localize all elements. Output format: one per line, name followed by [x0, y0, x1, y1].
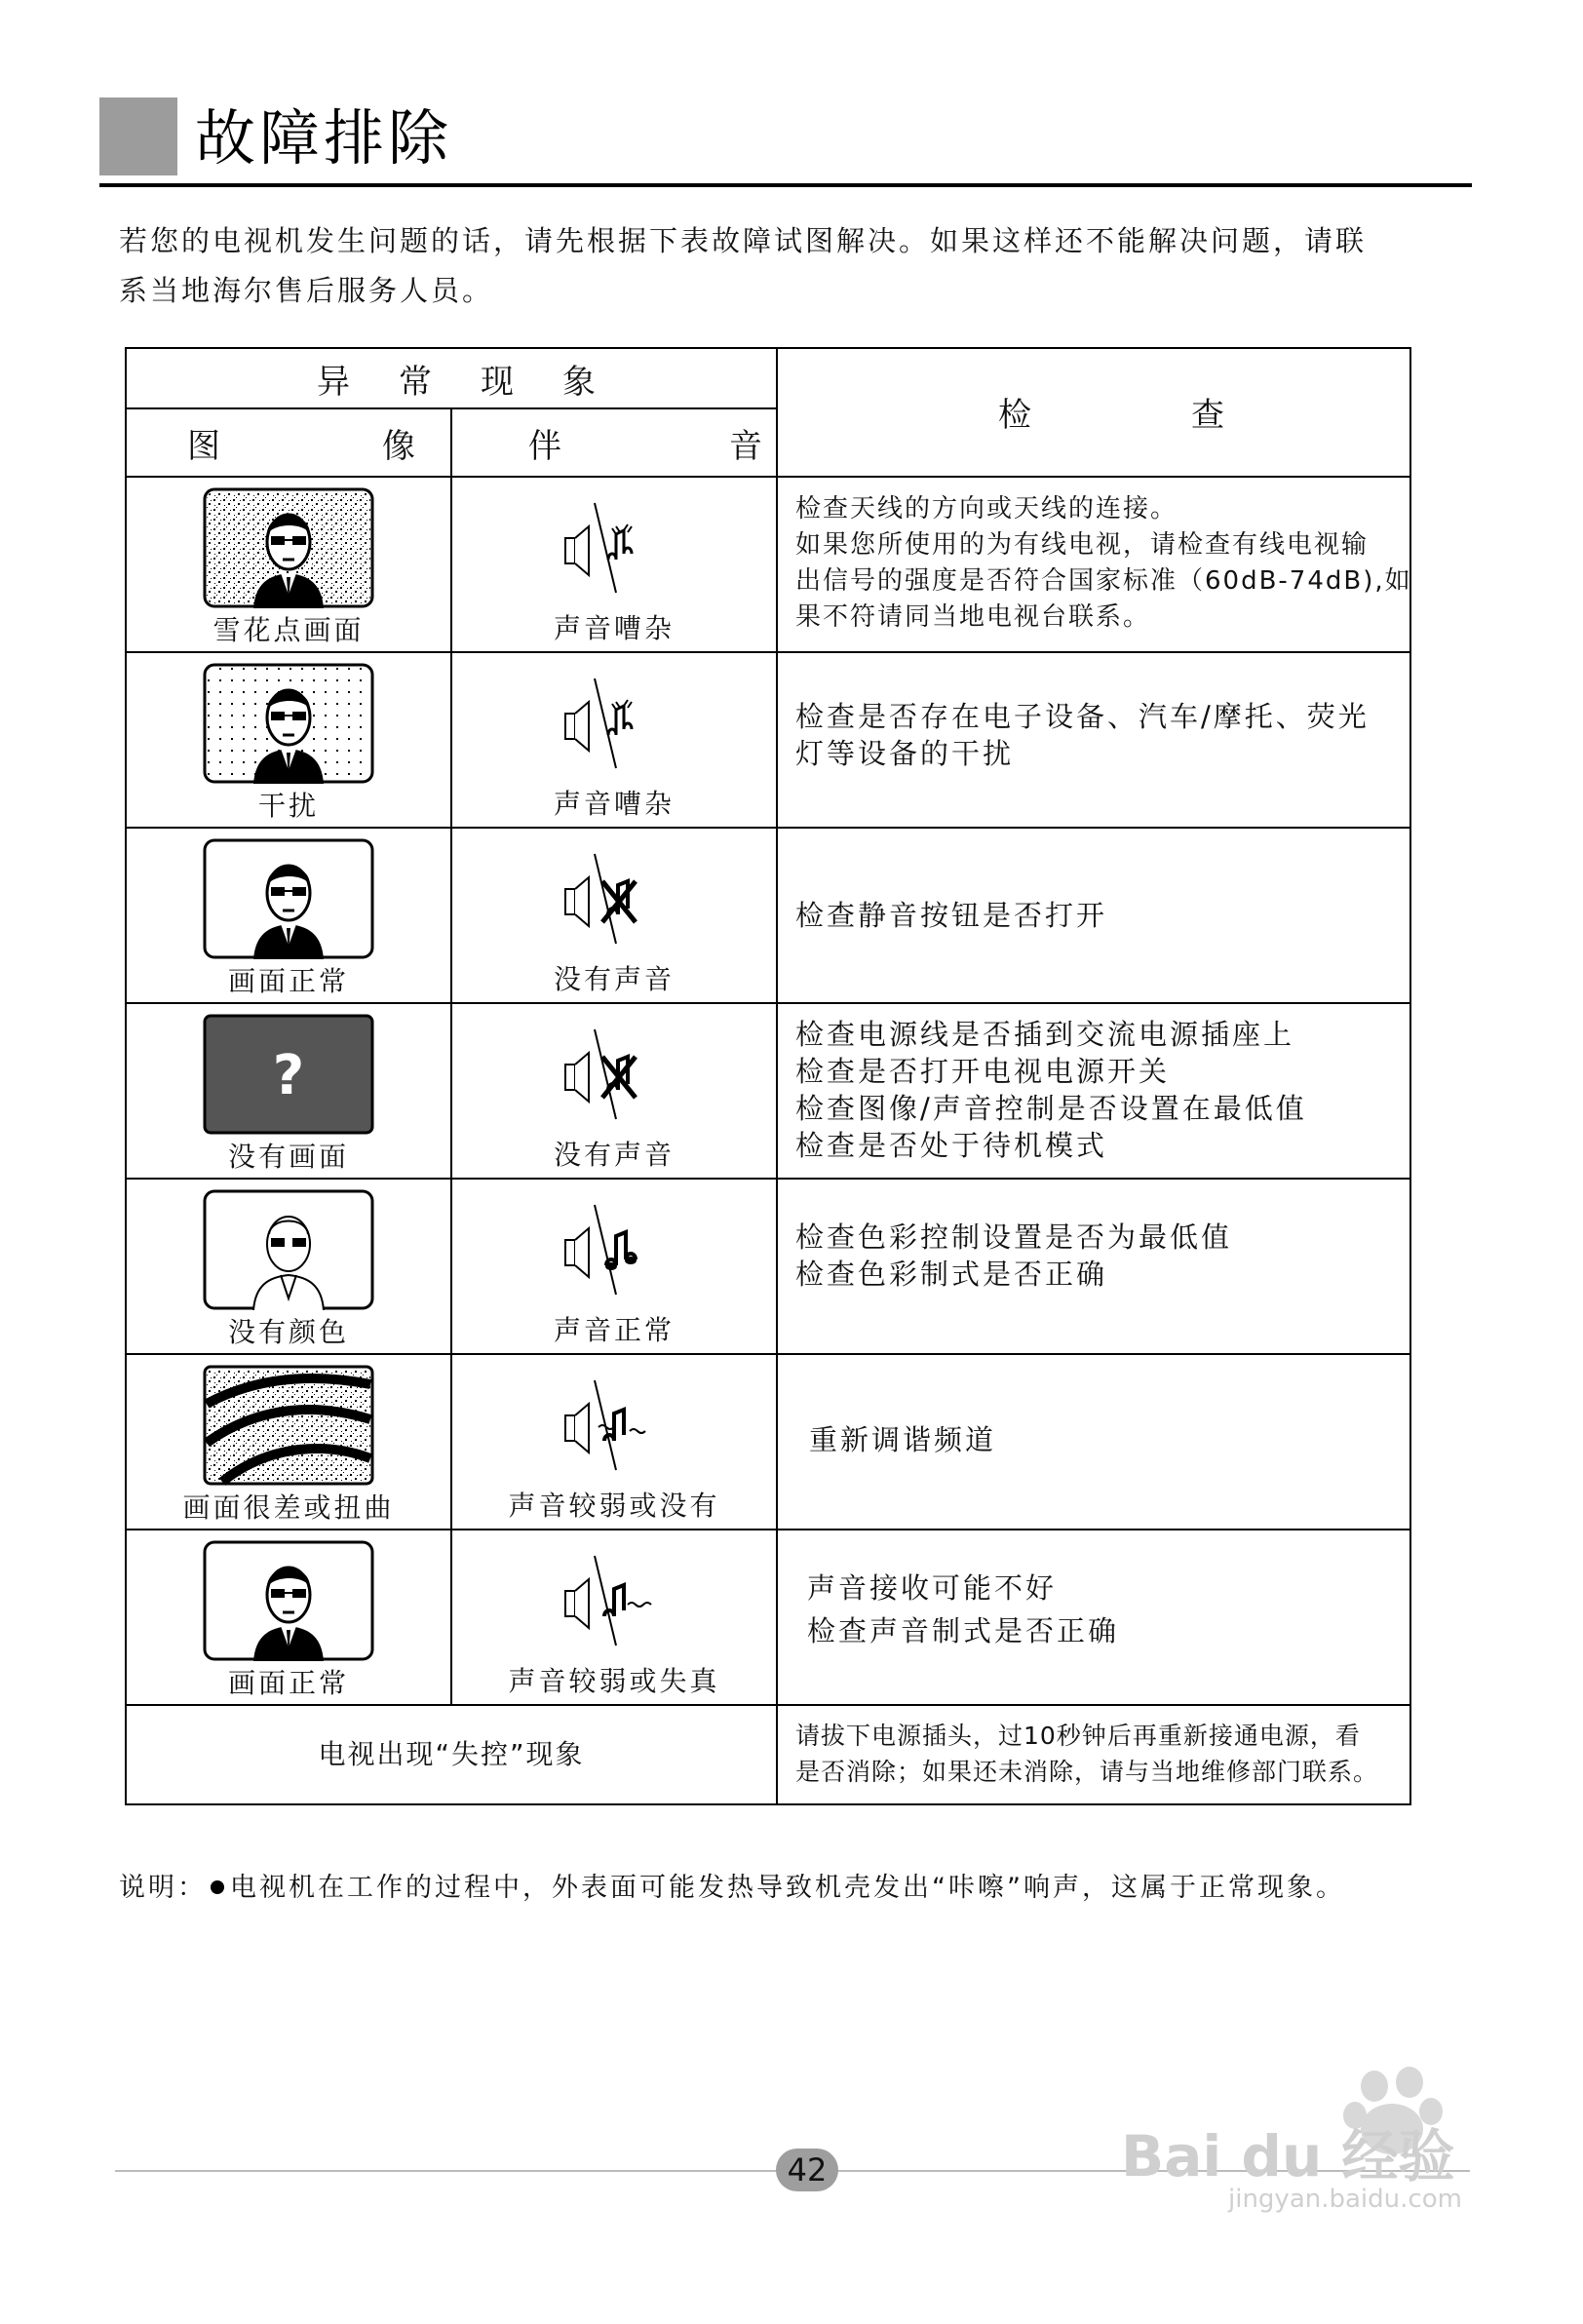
page-title: 故障排除 — [195, 102, 453, 174]
image-label: 画面很差或扭曲 — [182, 1491, 395, 1524]
image-label: 没有颜色 — [227, 1316, 349, 1348]
bullet-icon — [211, 1880, 224, 1894]
intro-text — [119, 216, 1474, 316]
note-text: 电视机在工作的过程中，外表面可能发热导致机壳发出“咔嚓”响声，这属于正常现象。 — [230, 1873, 1345, 1903]
sound-label: 声音较弱或没有 — [508, 1490, 720, 1522]
header-char: 伴 — [528, 426, 561, 466]
header-char: 图 — [187, 426, 220, 466]
tv-no-color-picture-icon — [203, 1189, 374, 1310]
check-line: 检查电源线是否插到交流电源插座上 — [795, 1018, 1295, 1051]
table-row — [126, 1354, 1410, 1530]
speaker-distorted-icon — [556, 1544, 673, 1659]
tv-normal-picture-icon — [203, 1540, 374, 1661]
tv-normal-picture-icon — [203, 838, 374, 959]
speaker-noise-icon — [556, 667, 673, 782]
image-label: 画面正常 — [227, 965, 349, 997]
header-block — [99, 97, 177, 175]
sound-label: 声音正常 — [553, 1314, 675, 1346]
speaker-mute-icon — [556, 1018, 673, 1133]
table-row — [126, 1705, 1410, 1804]
header-char: 检 — [998, 395, 1031, 435]
image-label: 画面正常 — [227, 1667, 349, 1699]
footnote — [119, 1866, 1345, 1904]
intro-line: 若您的电视机发生问题的话，请先根据下表故障试图解决。如果这样还不能解决问题，请联 — [119, 224, 1368, 257]
check-line: 声音接收可能不好 — [807, 1571, 1058, 1605]
check-line: 重新调谐频道 — [809, 1423, 997, 1456]
header-char: 像 — [382, 426, 415, 466]
check-line: 出信号的强度是否符合国家标准（60dB-74dB),如 — [795, 566, 1412, 596]
sound-header — [451, 408, 777, 477]
check-line: 检查是否打开电视电源开关 — [795, 1055, 1171, 1088]
check-line: 果不符请同当地电视台联系。 — [795, 602, 1151, 632]
page-number: 42 — [776, 2149, 838, 2191]
troubleshooting-table — [125, 347, 1411, 1805]
speaker-weak-icon — [556, 1369, 673, 1484]
sound-label: 没有声音 — [553, 1139, 675, 1171]
check-line: 检查是否存在电子设备、汽车/摩托、荧光 — [795, 700, 1370, 733]
intro-line: 系当地海尔售后服务人员。 — [119, 274, 494, 307]
runaway-symptom: 电视出现“失控”现象 — [318, 1738, 585, 1770]
check-line: 检查色彩控制设置是否为最低值 — [795, 1220, 1233, 1254]
header-char: 常 — [399, 362, 432, 402]
image-label: 干扰 — [257, 790, 319, 822]
check-line: 检查静音按钮是否打开 — [795, 899, 1108, 932]
table-row — [126, 652, 1410, 828]
tv-snow-picture-icon — [203, 487, 374, 608]
check-line: 检查声音制式是否正确 — [807, 1614, 1120, 1647]
header-char: 现 — [481, 362, 514, 402]
sound-label: 没有声音 — [553, 963, 675, 995]
table-row — [126, 1179, 1410, 1354]
header-char: 象 — [562, 362, 596, 402]
question-mark: ? — [272, 1044, 305, 1107]
table-row — [126, 1003, 1410, 1179]
check-header — [777, 348, 1410, 477]
check-line: 灯等设备的干扰 — [795, 737, 1015, 770]
image-label: 没有画面 — [227, 1141, 349, 1173]
tv-interference-picture-icon — [203, 663, 374, 784]
baidu-watermark-logo — [1111, 2067, 1482, 2213]
check-line: 如果您所使用的为有线电视，请检查有线电视输 — [795, 530, 1370, 560]
picture-header — [126, 408, 451, 477]
note-label: 说明： — [119, 1873, 207, 1903]
check-line: 检查天线的方向或天线的连接。 — [795, 494, 1178, 523]
watermark-url: jingyan.baidu.com — [1228, 2185, 1462, 2213]
sound-label: 声音嘈杂 — [553, 612, 675, 644]
sound-label: 声音嘈杂 — [553, 788, 675, 820]
check-line: 检查色彩制式是否正确 — [795, 1258, 1108, 1291]
header-char: 异 — [317, 362, 350, 402]
speaker-noise-icon — [556, 491, 673, 606]
image-label: 雪花点画面 — [212, 614, 365, 646]
tv-no-picture-icon — [203, 1014, 374, 1135]
check-line: 检查图像/声音控制是否设置在最低值 — [795, 1092, 1307, 1125]
sound-label: 声音较弱或失真 — [508, 1665, 720, 1697]
check-line: 检查是否处于待机模式 — [795, 1129, 1108, 1162]
check-line: 是否消除；如果还未消除，请与当地维修部门联系。 — [795, 1758, 1379, 1786]
header-char: 查 — [1191, 395, 1224, 435]
speaker-mute-icon — [556, 842, 673, 957]
table-row — [126, 477, 1410, 652]
table-row — [126, 828, 1410, 1003]
table-row — [126, 1530, 1410, 1705]
header-rule — [99, 183, 1472, 187]
watermark-brand: Bai du 经验 — [1121, 2123, 1455, 2189]
tv-distorted-picture-icon — [203, 1365, 374, 1486]
header-char: 音 — [729, 426, 762, 466]
speaker-normal-icon — [556, 1193, 673, 1308]
check-line: 请拔下电源插头，过10秒钟后再重新接通电源，看 — [795, 1722, 1361, 1750]
abnormal-header — [126, 348, 777, 408]
